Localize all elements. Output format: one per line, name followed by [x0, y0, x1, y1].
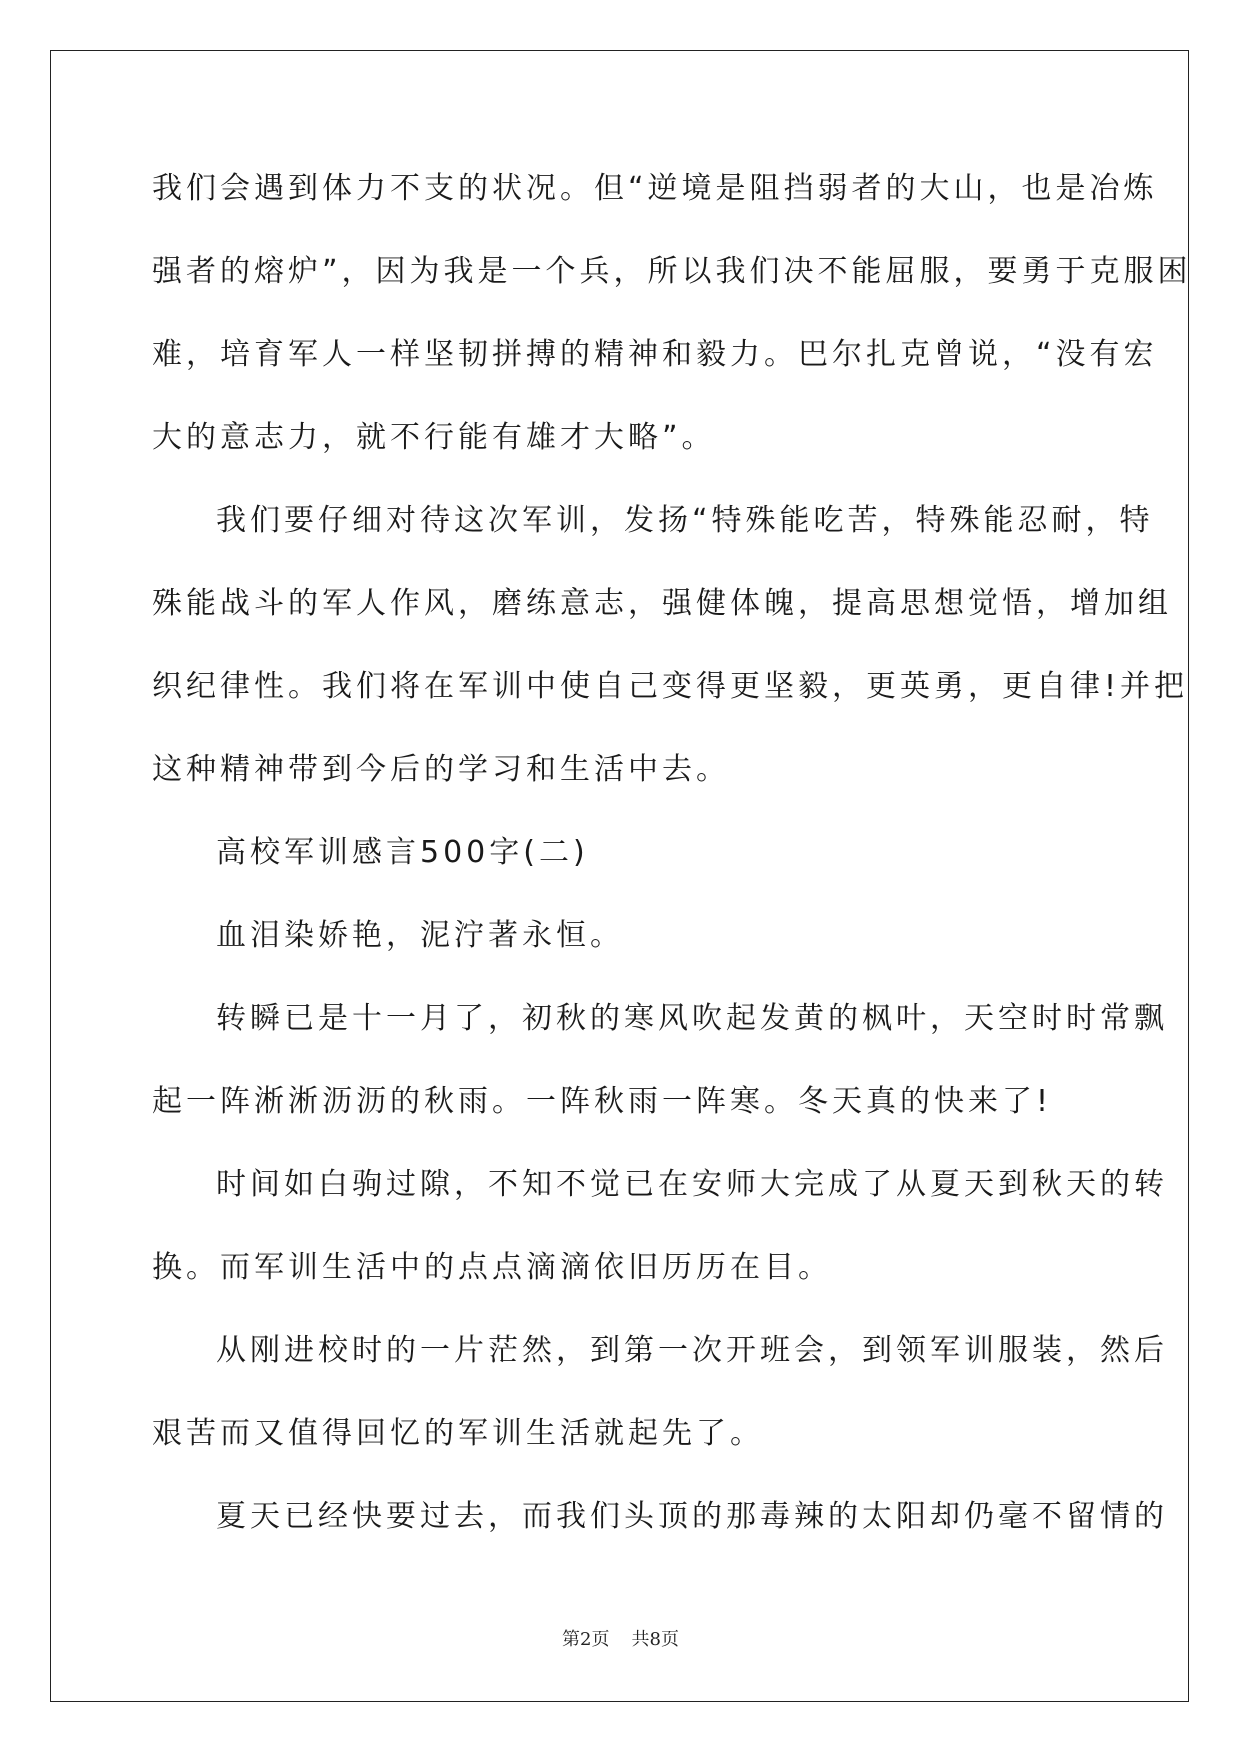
text-line: 时间如白驹过隙，不知不觉已在安师大完成了从夏天到秋天的转: [216, 1167, 1168, 1202]
text-line: 高校军训感言500字(二): [216, 835, 589, 870]
current-page-number: 第2页: [562, 1629, 610, 1650]
text-line: 我们会遇到体力不支的状况。但“逆境是阻挡弱者的大山，也是冶炼: [152, 171, 1158, 206]
paragraph: [152, 908, 1092, 991]
document-body: [152, 161, 1192, 1572]
text-line: 强者的熔炉”，因为我是一个兵，所以我们决不能屈服，要勇于克服困: [152, 254, 1192, 289]
text-line: 起一阵淅淅沥沥的秋雨。一阵秋雨一阵寒。冬天真的快来了!: [152, 1084, 1053, 1119]
text-line: 血泪染娇艳，泥泞著永恒。: [216, 918, 624, 953]
text-line: 这种精神带到今后的学习和生活中去。: [152, 752, 730, 787]
text-line: 从刚进校时的一片茫然，到第一次开班会，到领军训服装，然后: [216, 1333, 1168, 1368]
paragraph: [152, 991, 1168, 1157]
text-line: 大的意志力，就不行能有雄才大略”。: [152, 420, 716, 455]
paragraph: [152, 493, 1189, 825]
paragraph: [152, 825, 1092, 908]
paragraph: [152, 1489, 1168, 1572]
text-line: 我们要仔细对待这次军训，发扬“特殊能吃苦，特殊能忍耐，特: [216, 503, 1154, 538]
paragraph: [152, 1323, 1168, 1489]
paragraph: [152, 161, 1192, 493]
text-line: 殊能战斗的军人作风，磨练意志，强健体魄，提高思想觉悟，增加组: [152, 586, 1172, 621]
paragraph: [152, 1157, 1168, 1323]
text-line: 夏天已经快要过去，而我们头顶的那毒辣的太阳却仍毫不留情的: [216, 1499, 1168, 1534]
text-line: 织纪律性。我们将在军训中使自己变得更坚毅，更英勇，更自律!并把: [152, 669, 1189, 704]
total-page-count: 共8页: [631, 1629, 679, 1650]
page-footer: [0, 1625, 1241, 1651]
text-line: 艰苦而又值得回忆的军训生活就起先了。: [152, 1416, 764, 1451]
text-line: 转瞬已是十一月了，初秋的寒风吹起发黄的枫叶，天空时时常飘: [216, 1001, 1168, 1036]
text-line: 难，培育军人一样坚韧拼搏的精神和毅力。巴尔扎克曾说，“没有宏: [152, 337, 1158, 372]
text-line: 换。而军训生活中的点点滴滴依旧历历在目。: [152, 1250, 832, 1285]
